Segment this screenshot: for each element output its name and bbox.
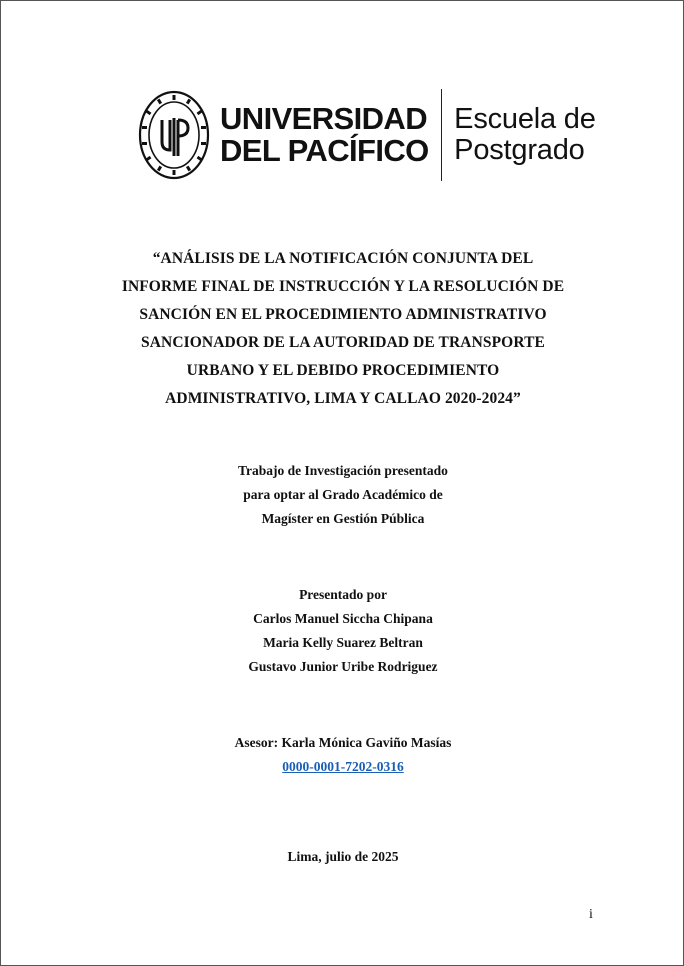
author-name: Carlos Manuel Siccha Chipana [253,611,433,626]
title-line: SANCIÓN EN EL PROCEDIMIENTO ADMINISTRATIVO [139,306,547,323]
page-number: i [589,907,593,922]
thesis-title [81,245,605,413]
place-date [81,845,605,869]
degree-line: Magíster en Gestión Pública [261,511,425,526]
advisor-section [81,731,605,779]
presented-by-label: Presentado por [299,587,387,602]
logo-divider [441,89,443,181]
university-wordmark [220,103,429,167]
degree-statement [81,459,605,531]
title-line: SANCIONADOR DE LA AUTORIDAD DE TRANSPORTE [141,334,545,351]
author-name: Gustavo Junior Uribe Rodriguez [248,659,438,674]
title-line: ADMINISTRATIVO, LIMA Y CALLAO 2020-2024” [165,390,521,407]
degree-line: Trabajo de Investigación presentado [238,463,448,478]
place-date-text: Lima, julio de 2025 [287,849,399,864]
university-name-line2: DEL PACÍFICO [220,133,429,168]
advisor-name: Asesor: Karla Mónica Gaviño Masías [234,735,452,750]
authors-section [81,583,605,679]
university-name-line1: UNIVERSIDAD [220,101,427,136]
degree-line: para optar al Grado Académico de [243,487,443,502]
school-name [454,104,596,166]
title-line: “ANÁLISIS DE LA NOTIFICACIÓN CONJUNTA DEL [152,250,534,267]
school-name-line2: Postgrado [454,134,585,166]
title-line: URBANO Y EL DEBIDO PROCEDIMIENTO [186,362,500,379]
university-logo [138,87,596,183]
advisor-orcid-link[interactable]: 0000-0001-7202-0316 [282,759,404,774]
school-name-line1: Escuela de [454,103,596,135]
author-name: Maria Kelly Suarez Beltran [263,635,423,650]
title-line: INFORME FINAL DE INSTRUCCIÓN Y LA RESOLUCIÓN DE [121,278,565,295]
university-seal-icon [138,90,210,180]
